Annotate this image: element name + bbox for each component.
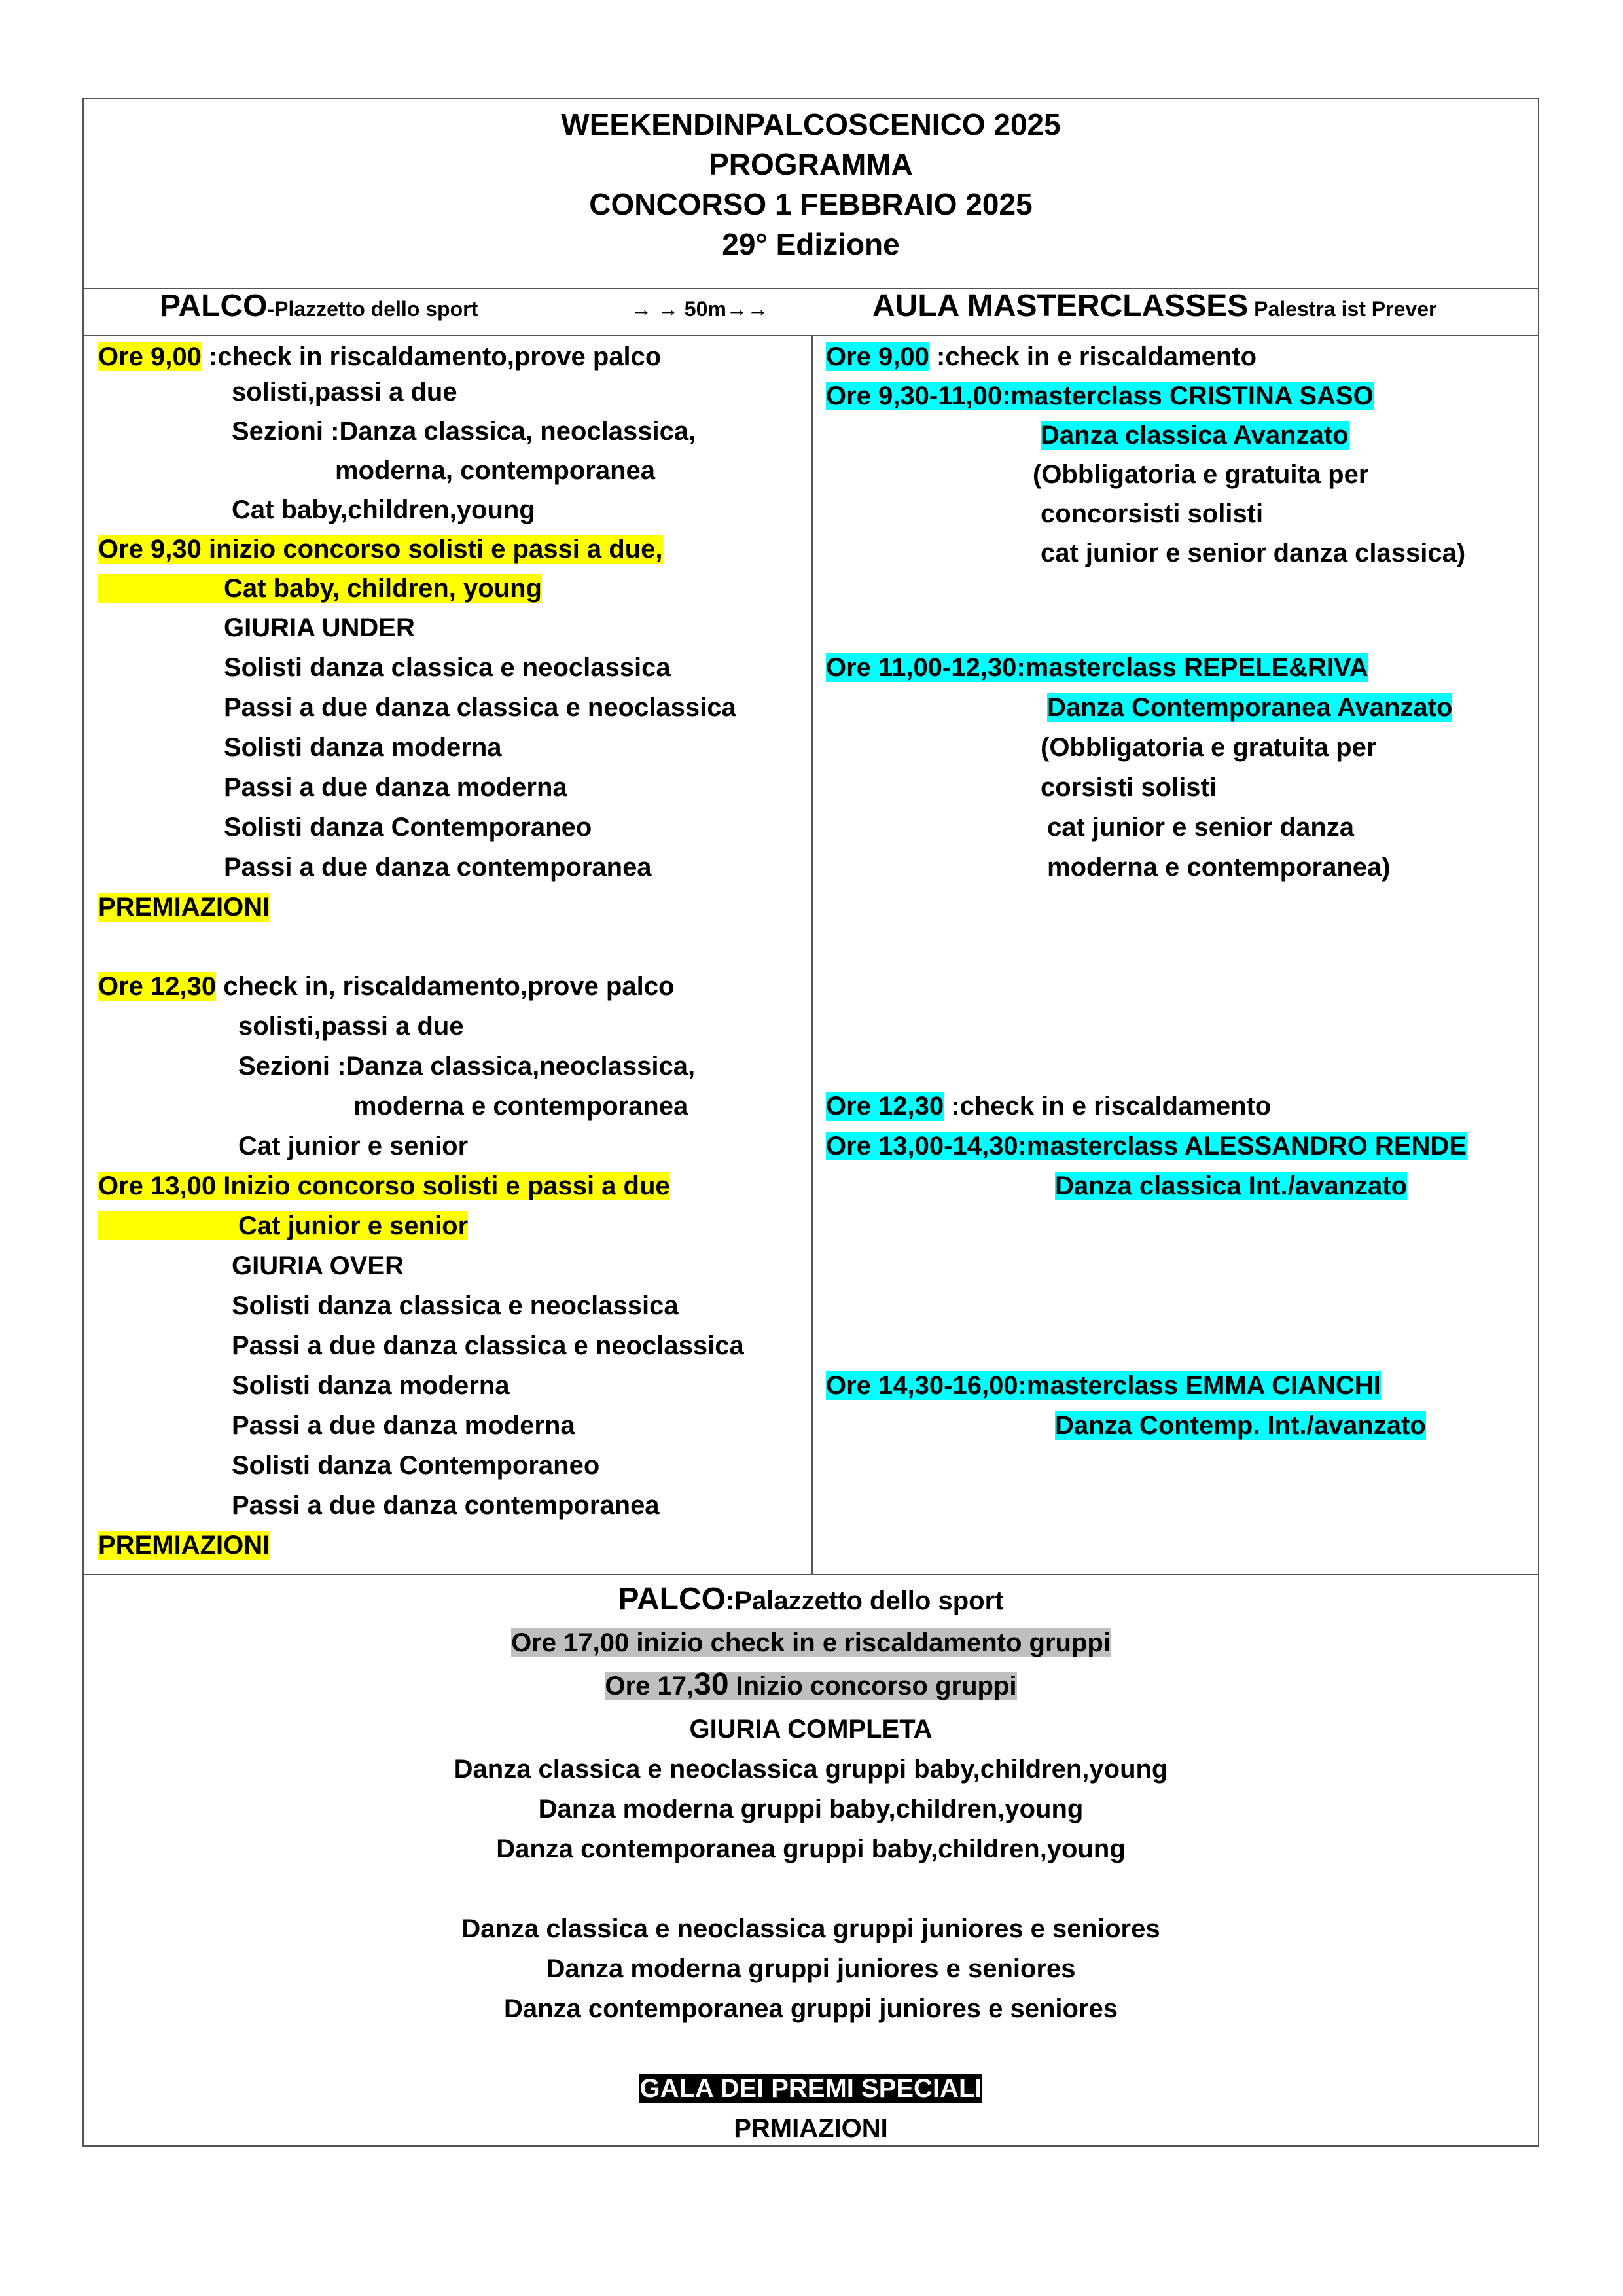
palco-column	[84, 335, 813, 1574]
groups-section	[84, 1574, 1538, 2148]
left-location	[160, 288, 478, 324]
checkin-text: Ore 17,00 inizio check in e riscaldamento gruppi	[511, 1628, 1111, 1657]
palco-venue: :Palazzetto dello sport	[725, 1587, 1004, 1615]
schedule-text: check in, riscaldamento,prove palco	[216, 972, 675, 1001]
schedule-line	[98, 531, 663, 567]
header-block	[84, 99, 1538, 289]
schedule-line: solisti,passi a due	[232, 378, 457, 406]
edition: 29° Edizione	[722, 227, 900, 261]
groups-checkin	[84, 1625, 1538, 1660]
note-line: cat junior e senior danza	[1047, 813, 1355, 842]
masterclass-title: Ore 14,30-16,00:masterclass EMMA CIANCHI	[826, 1371, 1381, 1400]
locations-row	[84, 288, 1538, 336]
time-label: Ore 9,00	[98, 342, 202, 371]
schedule-text: :check in e riscaldamento	[944, 1092, 1272, 1121]
list-item: Danza moderna gruppi baby,children,young	[538, 1795, 1084, 1823]
schedule-line	[826, 1088, 1271, 1124]
list-item: Solisti danza moderna	[232, 1371, 510, 1400]
masterclass-title: Ore 9,30-11,00:masterclass CRISTINA SASO	[826, 382, 1374, 410]
gala-text: GALA DEI PREMI SPECIALI	[639, 2074, 982, 2103]
note-line: (Obbligatoria e gratuita per	[1033, 460, 1369, 489]
schedule-line	[98, 1168, 670, 1204]
list-item: Passi a due danza contemporanea	[232, 1491, 660, 1520]
list-item: Passi a due danza moderna	[232, 1411, 575, 1440]
premiazioni-label: PRMIAZIONI	[734, 2114, 888, 2143]
schedule-line: Sezioni :Danza classica,neoclassica,	[238, 1052, 696, 1081]
jury-label: GIURIA UNDER	[224, 613, 415, 642]
start-time-a: Ore 17,	[605, 1672, 694, 1700]
list-item: Passi a due danza classica e neoclassica	[232, 1331, 744, 1360]
start-time-b: 30	[694, 1667, 729, 1702]
list-item: Solisti danza classica e neoclassica	[224, 653, 671, 682]
list-item: Danza classica e neoclassica gruppi juniores e seniores	[461, 1914, 1160, 1943]
masterclass-line	[826, 650, 1368, 685]
time-label: Ore 9,30	[98, 535, 202, 564]
program-table	[82, 98, 1539, 2147]
gala-label	[84, 2071, 1538, 2106]
note-line: moderna e contemporanea)	[1047, 853, 1391, 882]
list-item: Solisti danza moderna	[224, 733, 502, 762]
contest-date: CONCORSO 1 FEBBRAIO 2025	[589, 187, 1033, 221]
list-item: Danza moderna gruppi juniores e seniores	[546, 1954, 1076, 1983]
schedule-text: Cat baby, children, young	[98, 574, 542, 603]
note-line: corsisti solisti	[1041, 773, 1217, 802]
schedule-text: Inizio concorso solisti e passi a due	[216, 1172, 670, 1200]
level-text: Danza Contemp. Int./avanzato	[1055, 1411, 1426, 1440]
right-location	[872, 288, 1436, 324]
schedule-text: :check in riscaldamento,prove palco	[201, 342, 662, 371]
masterclass-level	[1055, 1408, 1426, 1443]
list-item: Passi a due danza contemporanea	[224, 853, 652, 882]
groups-location	[84, 1582, 1538, 1619]
schedule-line: Cat junior e senior	[238, 1132, 469, 1160]
event-title: WEEKENDINPALCOSCENICO 2025	[561, 107, 1061, 141]
masterclass-level	[1047, 690, 1452, 725]
program-title: PROGRAMMA	[709, 147, 913, 181]
schedule-line	[98, 339, 661, 374]
level-text: Danza classica Avanzato	[1041, 421, 1349, 450]
list-item: Danza contemporanea gruppi juniores e seniores	[503, 1994, 1118, 2023]
palco-venue: -Plazzetto dello sport	[267, 297, 478, 321]
schedule-line: moderna, contemporanea	[335, 456, 656, 485]
masterclass-line	[826, 378, 1374, 414]
schedule-text: Cat junior e senior	[98, 1211, 468, 1240]
groups-start	[84, 1667, 1538, 1704]
note-line: (Obbligatoria e gratuita per	[1041, 733, 1377, 762]
aula-label: AULA MASTERCLASSES	[872, 289, 1249, 323]
list-item: Solisti danza Contemporaneo	[224, 813, 592, 842]
time-label: Ore 12,30	[98, 972, 217, 1001]
note-line: cat junior e senior danza classica)	[1041, 539, 1466, 567]
list-item: Solisti danza Contemporaneo	[232, 1451, 600, 1480]
schedule-text: :check in e riscaldamento	[929, 342, 1257, 371]
premiazioni-text: PREMIAZIONI	[98, 1531, 270, 1560]
time-label: Ore 12,30	[826, 1092, 944, 1121]
masterclass-line	[826, 1368, 1381, 1403]
masterclass-column	[813, 335, 1539, 1574]
note-line: concorsisti solisti	[1041, 499, 1264, 528]
masterclass-title: Ore 11,00-12,30:masterclass REPELE&RIVA	[826, 653, 1368, 682]
level-text: Danza classica Int./avanzato	[1055, 1172, 1408, 1200]
schedule-line	[826, 339, 1257, 374]
schedule-line	[98, 969, 674, 1004]
jury-label: GIURIA COMPLETA	[689, 1715, 933, 1744]
schedule-line	[98, 571, 542, 606]
schedule-line: Sezioni :Danza classica, neoclassica,	[232, 417, 696, 446]
time-label: Ore 9,00	[826, 342, 929, 371]
premiazioni-label	[98, 1528, 270, 1563]
premiazioni-label	[98, 889, 270, 925]
palco-label: PALCO	[160, 289, 268, 323]
schedule-line	[98, 1208, 468, 1244]
time-label: Ore 13,00	[98, 1172, 217, 1200]
distance-arrow: → → 50m→→	[631, 297, 768, 321]
masterclass-level	[1055, 1168, 1407, 1204]
masterclass-title: Ore 13,00-14,30:masterclass ALESSANDRO RENDE	[826, 1132, 1467, 1160]
start-text: Inizio concorso gruppi	[728, 1672, 1017, 1700]
schedule-line: Cat baby,children,young	[232, 495, 535, 524]
masterclass-line	[826, 1128, 1467, 1164]
schedule-line: solisti,passi a due	[238, 1012, 464, 1041]
list-item: Passi a due danza classica e neoclassica	[224, 693, 736, 722]
list-item: Danza contemporanea gruppi baby,children,young	[496, 1835, 1126, 1863]
list-item: Solisti danza classica e neoclassica	[232, 1291, 679, 1320]
premiazioni-text: PREMIAZIONI	[98, 893, 270, 922]
aula-venue: Palestra ist Prever	[1254, 297, 1437, 321]
schedule-line: moderna e contemporanea	[353, 1092, 688, 1121]
masterclass-level	[1041, 418, 1349, 453]
level-text: Danza Contemporanea Avanzato	[1047, 693, 1453, 722]
list-item: Passi a due danza moderna	[224, 773, 567, 802]
list-item: Danza classica e neoclassica gruppi baby,children,young	[454, 1755, 1168, 1784]
schedule-text: inizio concorso solisti e passi a due,	[201, 535, 663, 564]
palco-label: PALCO	[618, 1582, 726, 1617]
jury-label: GIURIA OVER	[232, 1251, 404, 1280]
